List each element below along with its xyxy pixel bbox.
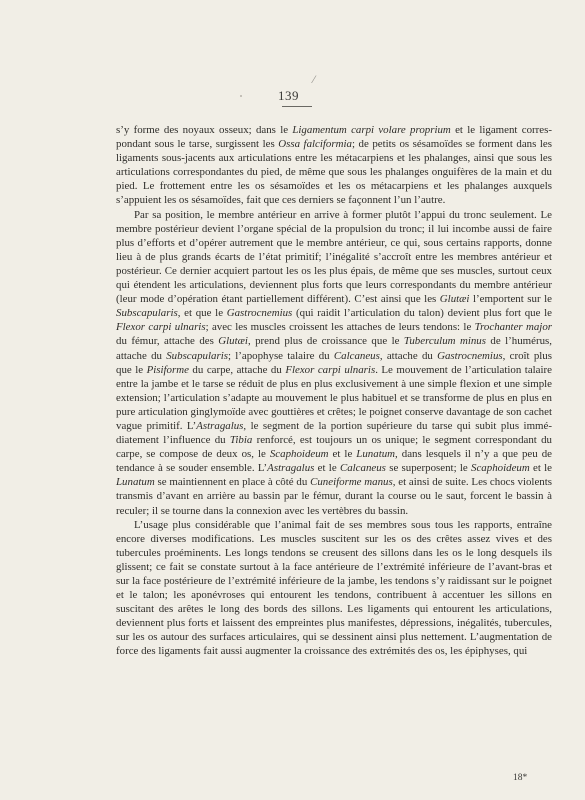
- text-run: (qui raidit l’articulation du talon) devient plus fort que le: [292, 307, 553, 320]
- paper-speck: [240, 95, 242, 97]
- text-run: L’usage plus considérable que l’animal fait de ses membres sous tous les rapports, entraîne encore diverses modifications. Les muscles suscitent sur les os des crêtes assez vives et des tubercules proéminents. Les longs tendons se creusent des sillons dans les os le long desquels ils glissent; ce fait se constate surtout à la face antérieure de l’extrémité inférieure de l’avant-bras et sur la face postérieure de l’extrémité inférieure de la jambe, les tendons s’y raidissant sur le poignet et le talon; les aponévroses qui entourent les tendons, contribuent à accentuer les sillons en suscitant des arêtes le long des bords des sillons. Les ligaments qui entourent les articulations, deviennent plus forts et laissent des empreintes plus manifestes, dépressions, inégalités, tubercules, sur les os autour des surfaces articulaires, qui se dessinent ainsi plus nettement. L’augmentation de force des ligaments fait aussi augmenter la croissance des extrémités des os, les épiphyses, qui: [116, 518, 552, 658]
- italic-term: Scaphoideum: [269, 448, 329, 461]
- body-text: [116, 123, 552, 659]
- italic-term: Cuneiforme manus: [310, 476, 393, 489]
- text-run: et le ligament correspondant sous le tarse, surgissent les: [116, 124, 552, 151]
- italic-term: Gastrocnemius: [437, 349, 503, 362]
- italic-term: Ligamentum carpi volare proprium: [292, 124, 451, 136]
- italic-term: Pisiforme: [146, 363, 189, 376]
- text-run: . Le mouvement de l’articulation talaire entre la jambe et le tarse se réduit de plus en plus exclusivement à une simple flexion et une simple extension; l’articulation s’adapte au mouvement le plus habituel et se transforme de plus en plus en pure articulation ginglymoïde avec gouttières et crêtes; le poignet conserve davantage de son cachet vague primitif. L’: [116, 363, 553, 432]
- italic-term: Calcaneus: [339, 462, 386, 475]
- text-run: et le: [314, 462, 340, 475]
- italic-term: Astragalus: [196, 419, 244, 432]
- text-run: se maintiennent en place à côté du: [154, 476, 311, 489]
- italic-term: Flexor carpi ulnaris: [285, 363, 376, 376]
- text-run: renforcé, est toujours un os unique; le segment correspondant du carpe, se compose de deux os, le: [116, 434, 552, 461]
- text-run: et le: [328, 448, 357, 461]
- text-run: et le: [529, 462, 552, 475]
- italic-term: Tuberculum minus: [403, 335, 486, 348]
- paragraph: [116, 123, 552, 208]
- paragraph: [116, 208, 552, 518]
- italic-term: Scaphoideum: [471, 462, 530, 475]
- text-run: de l’humérus, attache du: [116, 335, 553, 362]
- text-run: l’emportent sur le: [469, 293, 552, 306]
- italic-term: Glutæi: [218, 335, 248, 348]
- italic-term: Lunatum: [356, 448, 396, 461]
- text-run: , dans lesquels il n’y a que peu de tendance à se souder ensemble. L’: [116, 448, 552, 475]
- text-run: ; l’apophyse talaire du: [227, 349, 334, 362]
- italic-term: Astragalus: [267, 462, 315, 475]
- text-run: , croît plus que le: [116, 349, 552, 376]
- italic-term: Calcaneus: [333, 349, 380, 362]
- italic-term: Flexor carpi ulnaris: [116, 321, 206, 334]
- text-run: se superposent; le: [385, 462, 472, 475]
- page-number-rule: [282, 106, 312, 107]
- text-run: , prend plus de croissance que le: [247, 335, 404, 348]
- text-run: , et que le: [177, 307, 227, 320]
- text-run: ; avec les muscles croissent les attaches de leurs tendons: le: [205, 321, 475, 334]
- pencil-mark: ⁄: [313, 75, 315, 86]
- italic-term: Glutæi: [439, 293, 470, 306]
- italic-term: Subscapularis: [166, 349, 228, 362]
- text-run: du fémur, attache des: [116, 335, 219, 348]
- page-number: 139: [278, 88, 299, 103]
- italic-term: Lunatum: [116, 476, 155, 489]
- text-run: , attache du: [379, 349, 438, 362]
- italic-term: Trochanter major: [474, 321, 553, 334]
- paragraph: [116, 518, 552, 659]
- italic-term: Subscapularis: [116, 307, 178, 320]
- text-run: Par sa position, le membre antérieur en arrive à former plutôt l’appui du tronc seulement. Le membre postérieur devient l’organe spécial de la propulsion du tronc; il lui incombe aussi de faire plus d’efforts et d’opérer autrement que le membre antérieur, ce qui, sous certains rapports, donne lieu à de plus grands écarts de l’état primitif; l’inégalité s’accroît entre les membres antérieur et postérieur. Ce dernier acquiert partout les os les plus épais, de même que ses muscles, surtout ceux qui étendent les articulations, deviennent plus forts que leurs correspondants du membre antérieur (leur mode d’opération étant partiellement différent). C’est ainsi que les: [116, 208, 552, 306]
- italic-term: Tibia: [229, 434, 253, 447]
- text-run: , et ainsi de suite. Les chocs violents transmis d’avant en arrière au bassin par le fémur, durant la course ou le saut, forcent le bassin à reculer; il se tourne dans la connexion avec les vertèbres du bassin.: [116, 476, 552, 517]
- italic-term: Ossa falciformia: [278, 138, 352, 151]
- text-run: , le segment de la portion supérieure du tarse qui subit plus immédiatement l’influence du: [116, 419, 552, 447]
- text-run: ; de petits os sésamoïdes se forment dans les ligaments sous-jacents aux articulations entre les métacarpiens et les phalanges, ainsi que sous les articulations correspondantes du pied, de même que sous les phalanges onguifères de la main et du pied. Le frottement entre les os sésamoïdes et les os métacarpiens et les phalanges auxquels s’appuient les os sésamoïdes, fait que ces derniers se façonnent l’un l’autre.: [116, 138, 552, 207]
- text-run: du carpe, attache du: [188, 363, 286, 376]
- italic-term: Gastrocnemius: [226, 307, 293, 320]
- signature-mark: 18*: [513, 773, 528, 783]
- text-run: s’y forme des noyaux osseux; dans le: [116, 124, 293, 136]
